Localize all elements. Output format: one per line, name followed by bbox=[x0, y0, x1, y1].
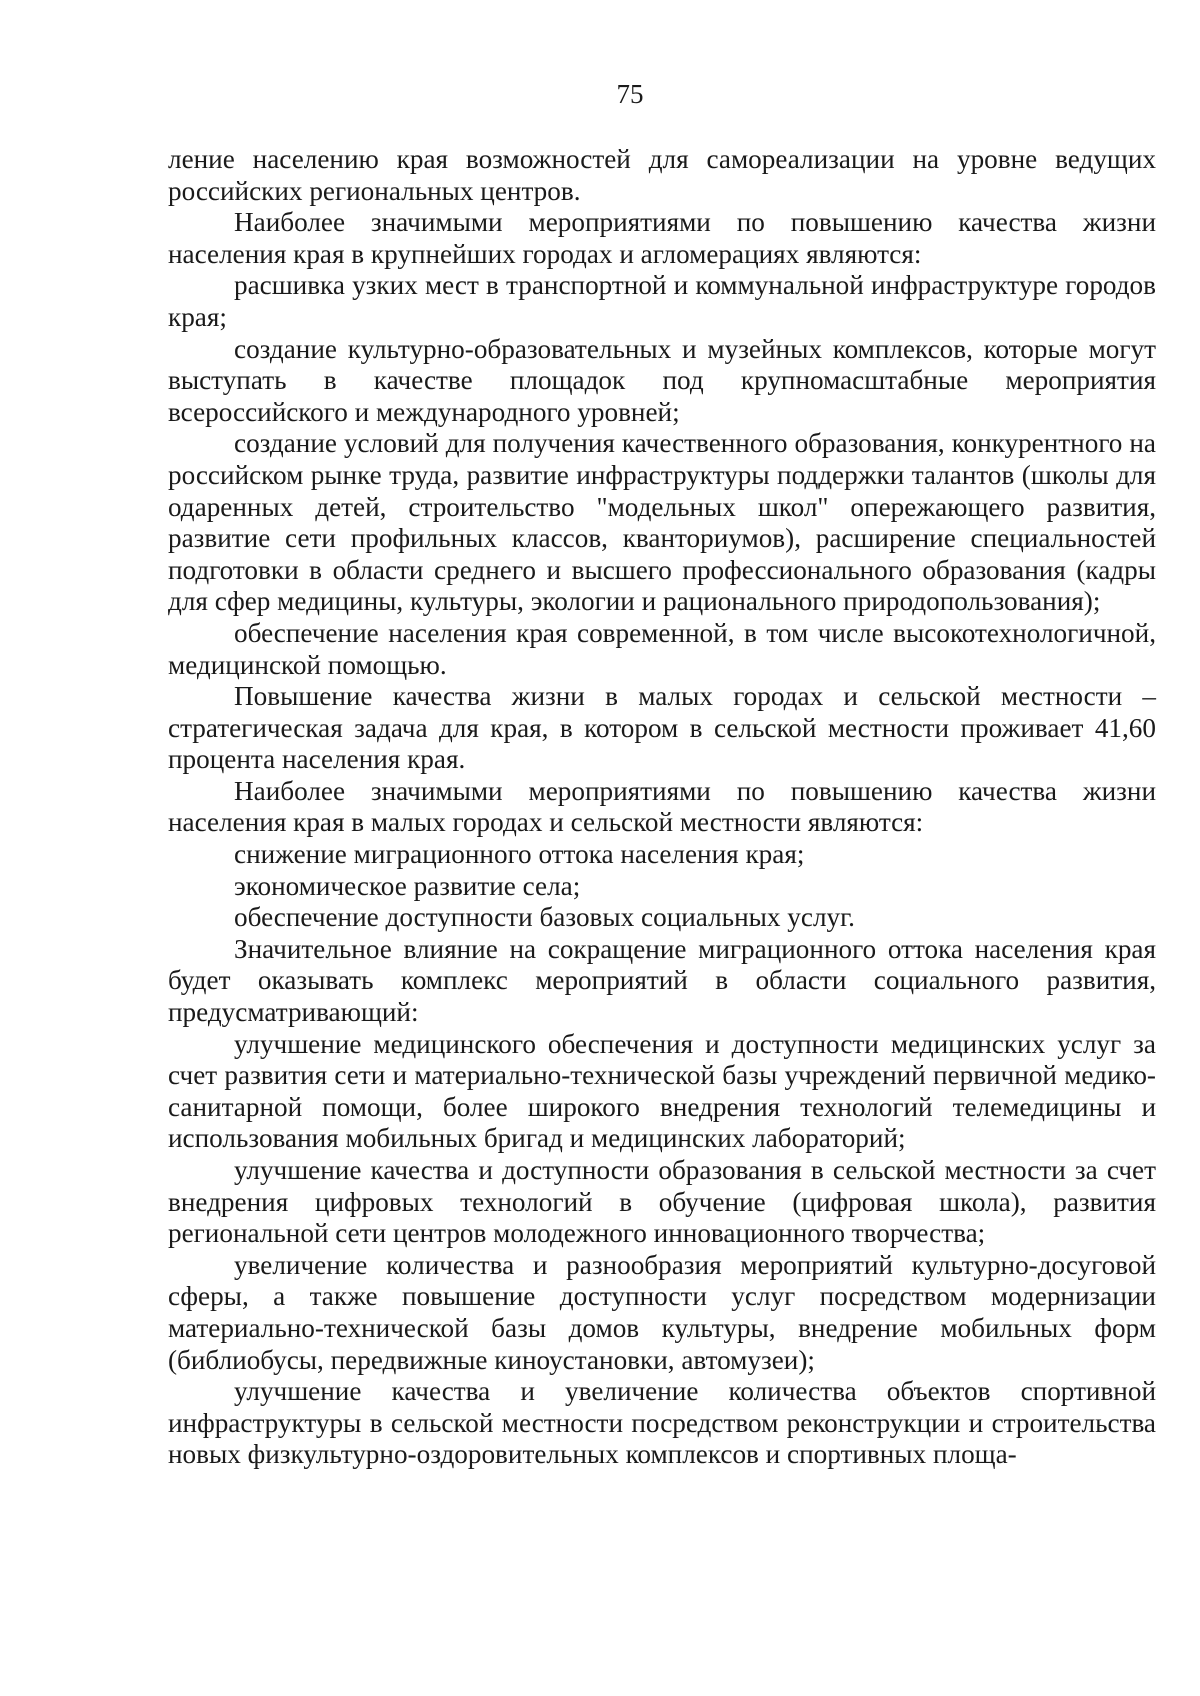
paragraph-15: увеличение количества и разнообразия мероприятий культурно-досуговой сферы, а также повышение доступности услуг посредством модернизации материально-технической базы домов культуры, внедрение мобильных форм (библиобусы, передвижные киноустановки, автомузеи); bbox=[168, 1249, 1156, 1375]
paragraph-11: обеспечение доступности базовых социальных услуг. bbox=[234, 902, 855, 933]
paragraph-5: создание условий для получения качественного образования, конкурентного на российском рынке труда, развитие инфраструктуры поддержки талантов (школы для одаренных детей, строительство "модельных школ" опережающего развития, развитие сети профильных классов, кванториумов), расширение специальностей подготовки в области среднего и высшего профессионального образования (кадры для сфер медицины, культуры, экологии и рационального природопользования); bbox=[168, 428, 1156, 617]
body-text bbox=[168, 144, 1156, 1471]
paragraph-14: улучшение качества и доступности образования в сельской местности за счет внедрения цифровых технологий в обучение (цифровая школа), развития региональной сети центров молодежного инновационного творчества; bbox=[168, 1155, 1156, 1249]
paragraph-16: улучшение качества и увеличение количества объектов спортивной инфраструктуры в сельской местности посредством реконструкции и строительства новых физкультурно-оздоровительных комплексов и спортивных площа- bbox=[168, 1376, 1156, 1470]
paragraph-2: Наиболее значимыми мероприятиями по повышению качества жизни населения края в крупнейших городах и агломерациях являются: bbox=[168, 207, 1156, 269]
paragraph-3: расшивка узких мест в транспортной и коммунальной инфраструктуре городов края; bbox=[168, 270, 1156, 332]
paragraph-4: создание культурно-образовательных и музейных комплексов, которые могут выступать в качестве площадок под крупномасштабные мероприятия всероссийского и международного уровней; bbox=[168, 333, 1156, 427]
paragraph-12: Значительное влияние на сокращение миграционного оттока населения края будет оказывать комплекс мероприятий в области социального развития, предусматривающий: bbox=[168, 933, 1156, 1028]
paragraph-13: улучшение медицинского обеспечения и доступности медицинских услуг за счет развития сети и материально-технической базы учреждений первичной медико-санитарной помощи, более широкого внедрения технологий телемедицины и использования мобильных бригад и медицинских лабораторий; bbox=[168, 1028, 1156, 1154]
paragraph-6: обеспечение населения края современной, в том числе высокотехнологичной, медицинской помощью. bbox=[168, 617, 1156, 680]
paragraph-8: Наиболее значимыми мероприятиями по повышению качества жизни населения края в малых городах и сельской местности являются: bbox=[168, 775, 1156, 838]
paragraph-9: снижение миграционного оттока населения края; bbox=[234, 839, 805, 870]
paragraph-10: экономическое развитие села; bbox=[234, 870, 581, 901]
paragraph-7: Повышение качества жизни в малых городах и сельской местности – стратегическая задача для края, в котором в сельской местности проживает 41,60 процента населения края. bbox=[168, 681, 1156, 775]
page-number: 75 bbox=[616, 79, 644, 109]
paragraph-1: ление населению края возможностей для самореализации на уровне ведущих российских региональных центров. bbox=[168, 144, 1156, 206]
